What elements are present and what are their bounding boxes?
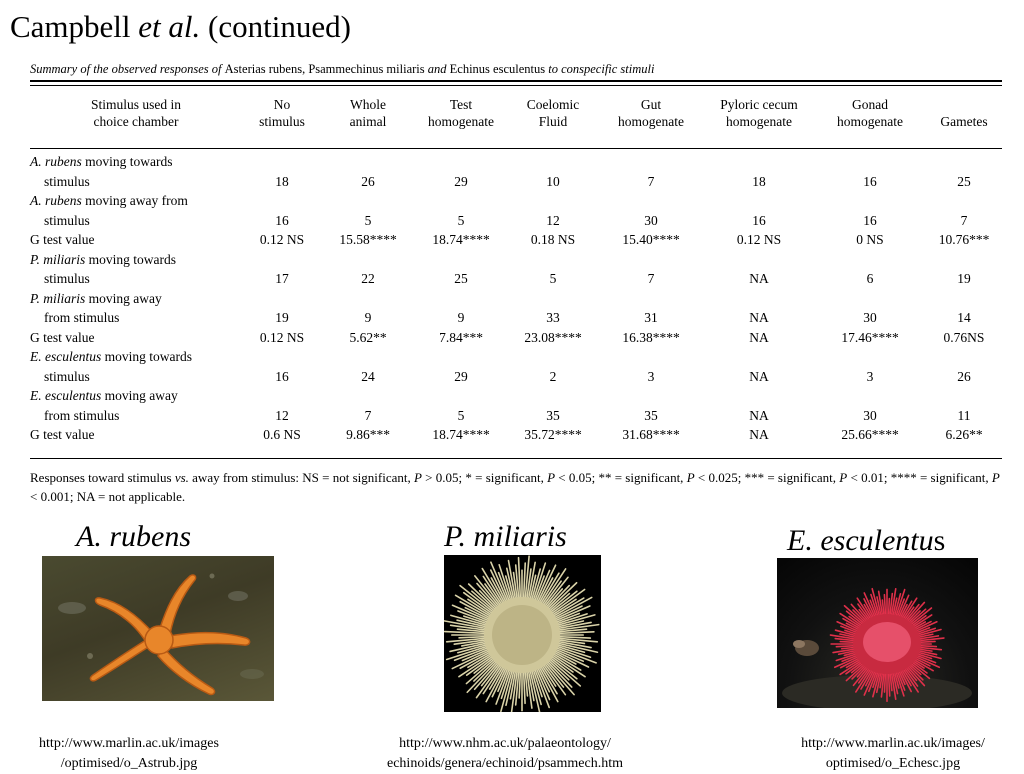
table-cell: 16 (275, 212, 289, 228)
table-cell: 29 (454, 173, 468, 189)
table-cell: 0.12 NS (736, 232, 782, 247)
row-label: A. rubens moving away from (30, 193, 188, 208)
table-body (30, 152, 1002, 445)
table-cell: 31.68**** (622, 427, 680, 442)
table-cell: 16 (863, 173, 877, 189)
table-cell: 0.12 NS (259, 232, 305, 247)
table-cell: 0.76NS (943, 329, 985, 345)
header-no-stimulus: No stimulus (259, 97, 305, 129)
table-cell: 16 (863, 212, 877, 228)
header-gonad-homogenate: Gonad homogenate (837, 97, 903, 129)
response-row-label (30, 250, 1002, 270)
table-cell: 10.76*** (938, 232, 990, 247)
table-cell: 7.84*** (439, 329, 483, 345)
species-label-p-miliaris: P. miliaris (444, 520, 567, 553)
starfish-shape (90, 575, 249, 695)
table-cell: NA (749, 407, 769, 423)
table-cell: 16 (275, 368, 289, 384)
table-cell: 18 (275, 173, 289, 189)
table-cell: 26 (361, 173, 375, 189)
starfish-image (42, 556, 274, 701)
row-label-continued: from stimulus (44, 310, 120, 325)
urchin-image (444, 555, 601, 712)
table-cell: 3 (866, 368, 874, 384)
table-cell: 7 (647, 271, 655, 286)
response-row (30, 367, 1002, 387)
table-cell: 9.86*** (346, 427, 390, 442)
row-label: G test value (30, 232, 95, 247)
table-cell: 16 (752, 212, 766, 228)
table-cell: 0.12 NS (259, 329, 305, 345)
table-cell: 25.66**** (841, 427, 899, 442)
table-cell: 0.6 NS (263, 427, 301, 442)
row-label: P. miliaris moving away (30, 290, 162, 306)
response-row (30, 269, 1002, 289)
table-cell: 16.38**** (622, 329, 680, 345)
row-label: G test value (30, 427, 95, 442)
table-cell: 7 (364, 407, 372, 423)
row-label-continued: stimulus (44, 368, 90, 384)
table-cell: 2 (549, 368, 557, 384)
table-header-row (30, 96, 1002, 140)
table-top-rule (30, 80, 1002, 82)
table-cell: 22 (361, 271, 375, 286)
table-cell: 25 (957, 173, 971, 189)
header-whole-animal: Whole animal (349, 97, 387, 129)
table-cell: 18.74**** (432, 232, 490, 247)
table-cell: 30 (863, 310, 877, 325)
response-row (30, 406, 1002, 426)
table-cell: 12 (546, 212, 560, 228)
g-test-row (30, 230, 1002, 250)
header-gametes: Gametes (940, 114, 988, 129)
table-cell: 5 (457, 212, 465, 228)
row-label-continued: stimulus (44, 271, 90, 286)
species-label-a-rubens: A. rubens (76, 520, 191, 553)
response-row-label (30, 152, 1002, 172)
echinus-photo (777, 558, 978, 708)
table-cell: NA (749, 310, 769, 325)
table-cell: 7 (960, 212, 968, 228)
table-cell: 24 (361, 368, 375, 384)
row-label-continued: stimulus (44, 212, 90, 228)
table-cell: 5 (457, 407, 465, 423)
echinus-image (777, 558, 978, 708)
table-caption: Summary of the observed responses of Asterias rubens, Psammechinus miliaris and Echinus esculentus to conspecific stimuli (30, 62, 655, 76)
table-cell: 3 (647, 368, 655, 384)
row-label: G test value (30, 329, 95, 345)
row-label-continued: stimulus (44, 173, 90, 189)
table-cell: NA (749, 427, 769, 442)
table-cell: 5.62** (349, 329, 387, 345)
species-label-e-esculentus: E. esculentus (787, 524, 946, 557)
response-row-label (30, 386, 1002, 406)
table-cell: NA (749, 271, 769, 286)
table-cell: 19 (275, 310, 289, 325)
table-cell: 17.46**** (841, 329, 899, 345)
table-cell: 0.18 NS (530, 232, 576, 247)
source-url-e-esculentus: http://www.marlin.ac.uk/images/ optimised/o_Echesc.jpg (801, 736, 985, 771)
table-cell: 15.40**** (622, 232, 680, 247)
header-gut-homogenate: Gut homogenate (618, 97, 684, 129)
table-cell: NA (749, 329, 769, 345)
header-test-homogenate: Test homogenate (428, 97, 494, 129)
table-cell: 5 (549, 271, 557, 286)
table-cell: 29 (454, 368, 468, 384)
responses-table (30, 96, 1002, 445)
table-cell: 35.72**** (524, 427, 582, 442)
table-cell: 35 (546, 407, 560, 423)
table-cell: 14 (957, 310, 971, 325)
row-label: P. miliaris moving towards (30, 251, 177, 267)
table-cell: 7 (647, 173, 655, 189)
g-test-row (30, 328, 1002, 348)
table-cell: NA (749, 368, 769, 384)
table-cell: 10 (546, 173, 560, 189)
header-pyloric-cecum: Pyloric cecum homogenate (720, 97, 798, 129)
row-label-continued: from stimulus (44, 407, 120, 423)
source-url-a-rubens: http://www.marlin.ac.uk/images /optimised/o_Astrub.jpg (39, 736, 219, 771)
table-cell: 35 (644, 407, 658, 423)
table-bottom-rule (30, 458, 1002, 459)
table-cell: 5 (364, 212, 372, 228)
table-cell: 25 (454, 271, 468, 286)
response-row-label (30, 191, 1002, 211)
table-footnote: Responses toward stimulus vs. away from stimulus: NS = not significant, P > 0.05; * = significant, P < 0.05; ** = significant, P < 0.025; *** = significant, P < 0.01; **** = significant, P < 0.001; NA = not applicable. (30, 470, 1000, 504)
table-cell: 6.26** (945, 427, 983, 442)
table-cell: 31 (644, 310, 658, 325)
table-cell: 30 (644, 212, 658, 228)
starfish-photo (42, 556, 274, 701)
table-cell: 9 (457, 310, 465, 325)
table-cell: 30 (863, 407, 877, 423)
header-stimulus: Stimulus used in choice chamber (90, 97, 181, 129)
table-cell: 17 (275, 271, 289, 286)
response-row (30, 211, 1002, 231)
table-cell: 26 (957, 368, 971, 384)
slide-title: Campbell et al. (continued) (10, 9, 351, 44)
table-cell: 6 (866, 271, 874, 286)
header-coelomic-fluid: Coelomic Fluid (526, 97, 580, 129)
table-top-rule-thin (30, 85, 1002, 86)
table-cell: 18.74**** (432, 427, 490, 442)
table-cell: 33 (546, 310, 560, 325)
response-row (30, 172, 1002, 192)
source-url-p-miliaris: http://www.nhm.ac.uk/palaeontology/ echinoids/genera/echinoid/psammech.htm (387, 736, 623, 771)
row-label: A. rubens moving towards (30, 154, 173, 169)
response-row-label (30, 347, 1002, 367)
response-row (30, 308, 1002, 328)
table-cell: 12 (275, 407, 289, 423)
row-label: E. esculentus moving away (30, 388, 178, 403)
urchin-photo (444, 555, 601, 712)
table-cell: 18 (752, 173, 766, 189)
g-test-row (30, 425, 1002, 445)
table-cell: 19 (957, 271, 971, 286)
table-cell: 11 (957, 407, 971, 423)
table-cell: 9 (364, 310, 372, 325)
response-row-label (30, 289, 1002, 309)
row-label: E. esculentus moving towards (30, 349, 192, 364)
table-cell: 0 NS (856, 232, 884, 247)
table-cell: 23.08**** (524, 329, 582, 345)
table-cell: 15.58**** (339, 232, 397, 247)
